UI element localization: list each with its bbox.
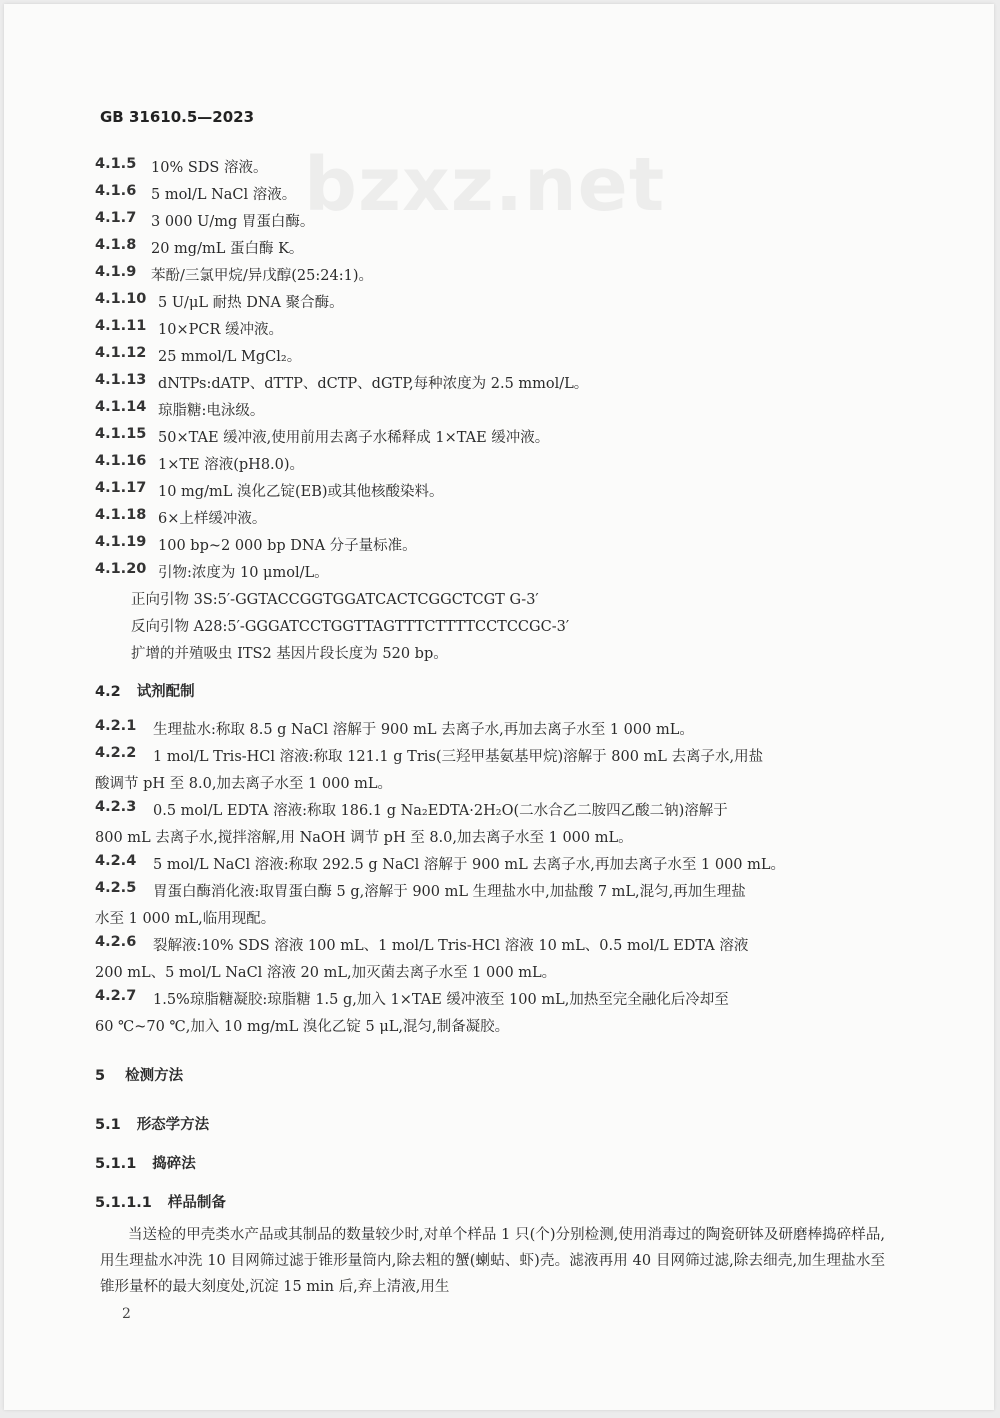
section-heading-5-1: 5.1 形态学方法 <box>95 1117 210 1133</box>
section-heading-4-2: 4.2 试剂配制 <box>95 684 195 700</box>
list-item-continuation: 60 ℃~70 ℃,加入 10 mg/mL 溴化乙锭 5 μL,混匀,制备凝胶。 <box>95 1019 510 1035</box>
list-item-continuation: 酸调节 pH 至 8.0,加去离子水至 1 000 mL。 <box>95 776 393 792</box>
body-paragraph: 当送检的甲壳类水产品或其制品的数量较少时,对单个样品 1 只(个)分别检测,使用消毒过的陶瓷研钵及研磨棒捣碎样品,用生理盐水冲洗 10 目网筛过滤于锥形量筒内,除去粗的蟹(蝲蛄、虾)壳。滤液再用 40 目网筛过滤,除去细壳,加生理盐水至锥形量杯的最大刻度处,沉淀 15 min 后,弃上清液,用生 <box>100 1227 885 1295</box>
watermark: bzxz.net <box>304 142 666 228</box>
list-item-continuation: 水至 1 000 mL,临用现配。 <box>95 911 276 927</box>
list-item-continuation: 200 mL、5 mol/L NaCl 溶液 20 mL,加灭菌去离子水至 1 000 mL。 <box>95 965 557 981</box>
page-number: 2 <box>122 1306 131 1322</box>
amplicon-length-note: 扩增的并殖吸虫 ITS2 基因片段长度为 520 bp。 <box>131 646 448 662</box>
primer-reverse: 反向引物 A28:5′-GGGATCCTGGTTAGTTTCTTTTCCTCCGC-3′ <box>131 619 570 635</box>
section-heading-5-1-1-1: 5.1.1.1 样品制备 <box>95 1195 226 1211</box>
document-page: bzxz.net GB 31610.5—2023 4.1.5 10% SDS 溶液。 4.1.6 5 mol/L NaCl 溶液。 4.1.7 3 000 U/mg 胃蛋白酶。 4.1.8 20 mg/mL 蛋白酶 K。 4.1.9 苯酚/三氯甲烷/异戊醇(25:24:1)。 4.1.10 5 U/μL 耐热 DNA 聚合酶。 4.1.11 10×PCR 缓冲液。 4.1.12 25 mmol/L MgCl₂。 4.1.13 dNTPs:dATP、dTTP、dCTP、dGTP,每种浓度为 2.5 mmol/L。 4.1.14 琼脂糖:电泳级。 4.1.15 50×TAE 缓冲液,使用前用去离子水稀释成 1×TAE 缓冲液。 4.1.16 1×TE 溶液(pH8.0)。 4.1.17 10 mg/mL 溴化乙锭(EB)或其他核酸染料。 4.1.18 6×上样缓冲液。 4.1.19 100 bp~2 000 bp DNA 分子量标准。 4.1.20 引物:浓度为 10 μmol/L。 正向引物 3S:5′-GGTACCGGTGGATCACTCGGCTCGT G-3′ 反向引物 A28:5′-GGGATCCTGGTTAGTTTCTTTTCCTCCGC-3′ 扩增的并殖吸虫 ITS2 基因片段长度为 520 bp。 4.2 试剂配制 4.2.1 生理盐水:称取 8.5 g NaCl 溶解于 900 mL 去离子水,再加去离子水至 1 000 mL。 4.2.2 1 mol/L Tris-HCl 溶液:称取 121.1 g Tris(三羟甲基氨基甲烷)溶解于 800 mL 去离子水,用盐 酸调节 pH 至 8.0,加去离子水至 1 000 mL。 4.2.3 0.5 mol/L EDTA 溶液:称取 186.1 g Na₂EDTA·2H₂O(二水合乙二胺四乙酸二钠)溶解于 800 mL 去离子水,搅拌溶解,用 NaOH 调节 pH 至 8.0,加去离子水至 1 000 mL。 4.2.4 5 mol/L NaCl 溶液:称取 292.5 g NaCl 溶解于 900 mL 去离子水,再加去离子水至 1 000 mL。 4.2.5 胃蛋白酶消化液:取胃蛋白酶 5 g,溶解于 900 mL 生理盐水中,加盐酸 7 mL,混匀,再加生理盐 水至 1 000 mL,临用现配。 4.2.6 裂解液:10% SDS 溶液 100 mL、1 mol/L Tris-HCl 溶液 10 mL、0.5 mol/L EDTA 溶液 200 mL、5 mol/L NaCl 溶液 20 mL,加灭菌去离子水至 1 000 mL。 4.2.7 1.5%琼脂糖凝胶:琼脂糖 1.5 g,加入 1×TAE 缓冲液至 100 mL,加热至完全融化后冷却至 60 ℃~70 ℃,加入 10 mg/mL 溴化乙锭 5 μL,混匀,制备凝胶。 5 检测方法 5.1 形态学方法 5.1.1 捣碎法 5.1.1.1 样品制备 当送检的甲壳类水产品或其制品的数量较少时,对单个样品 1 只(个)分别检测,使用消毒过的陶瓷研钵及研磨棒捣碎样品,用生理盐水冲洗 10 目网筛过滤于锥形量筒内,除去粗的蟹(蝲蛄、虾)壳。滤液再用 40 目网筛过滤,除去细壳,加生理盐水至锥形量杯的最大刻度处,沉淀 15 min 后,弃上清液,用生 2 <box>4 4 994 1410</box>
section-heading-5: 5 检测方法 <box>95 1068 184 1084</box>
standard-number: GB 31610.5—2023 <box>100 108 255 126</box>
section-heading-5-1-1: 5.1.1 捣碎法 <box>95 1156 196 1172</box>
list-item-continuation: 800 mL 去离子水,搅拌溶解,用 NaOH 调节 pH 至 8.0,加去离子水至 1 000 mL。 <box>95 830 633 846</box>
primer-forward: 正向引物 3S:5′-GGTACCGGTGGATCACTCGGCTCGT G-3′ <box>131 592 539 608</box>
